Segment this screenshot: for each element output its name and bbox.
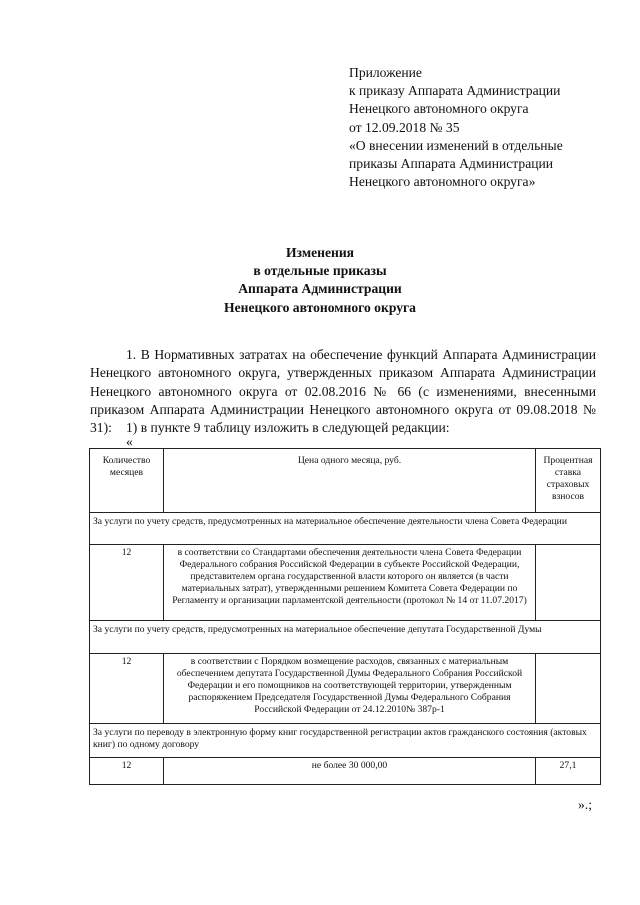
title-line: Ненецкого автономного округа	[224, 299, 416, 315]
section-title: За услуги по учету средств, предусмотренных на материальное обеспечение депутата Государственной Думы	[90, 621, 601, 654]
close-quote: ».;	[578, 797, 592, 812]
document-title	[0, 244, 640, 317]
cell-rate	[536, 545, 601, 621]
appendix-line: «О внесении изменений в отдельные	[349, 137, 563, 153]
appendix-line: от 12.09.2018 № 35	[349, 119, 460, 135]
body-paragraph: 1. В Нормативных затратах на обеспечение функций Аппарата Администрации Ненецкого автономного округа, утвержденных приказом Аппарата Администрации Ненецкого автономного округа от 02.08.2016 № 66 (с изменениями, внесенными приказом Аппарата Администрации Ненецкого автономного округа от 09.08.2018 № 31):	[90, 347, 596, 436]
section-row	[90, 621, 601, 654]
section-row	[90, 724, 601, 758]
cell-months: 12	[90, 758, 164, 785]
header-rate: Процентная ставка страховых взносов	[536, 449, 601, 513]
open-quote: «	[126, 434, 133, 449]
appendix-line: Ненецкого автономного округа	[349, 101, 529, 117]
header-price: Цена одного месяца, руб.	[164, 449, 536, 513]
title-line: Изменения	[285, 245, 355, 260]
header-months: Количество месяцев	[90, 449, 164, 513]
section-row	[90, 513, 601, 545]
cell-price: в соответствии со Стандартами обеспечения деятельности члена Совета Федерации Федерального собрания Российской Федерации в субъекте Российской Федерации, представителем органа государственной власти которого он является (в части материальных затрат), утвержденными решением Комитета Совета Федерации по Регламенту и организации парламентской деятельности (протокол № 14 от 11.07.2017)	[164, 545, 536, 621]
appendix-line: Ненецкого автономного округа»	[349, 174, 536, 190]
title-line: Аппарата Администрации	[238, 281, 402, 297]
table-header-row	[90, 449, 601, 513]
section-title: За услуги по учету средств, предусмотренных на материальное обеспечение деятельности члена Совета Федерации	[90, 513, 601, 545]
cell-months: 12	[90, 654, 164, 724]
table-row	[90, 758, 601, 785]
item-1-text: 1) в пункте 9 таблицу изложить в следующей редакции:	[126, 420, 450, 435]
cell-rate: 27,1	[536, 758, 601, 785]
section-title: За услуги по переводу в электронную форму книг государственной регистрации актов гражданского состояния (актовых книг) по одному договору	[90, 724, 601, 758]
appendix-line: к приказу Аппарата Администрации	[349, 83, 561, 99]
cell-price: в соответствии с Порядком возмещение расходов, связанных с материальным обеспечением депутата Государственной Думы Федерального Собрания Российской Федерации и его помощников на соответствующей территории, утвержденным распоряжением Председателя Государственной Думы Федерального Собрания Российской Федерации от 24.12.2010№ 387р-1	[164, 654, 536, 724]
cell-months: 12	[90, 545, 164, 621]
table-row	[90, 545, 601, 621]
appendix-header	[349, 64, 619, 191]
cell-price: не более 30 000,00	[164, 758, 536, 785]
rates-table	[89, 448, 601, 785]
table-row	[90, 654, 601, 724]
appendix-line: приказы Аппарата Администрации	[349, 156, 554, 172]
title-line: в отдельные приказы	[253, 263, 387, 279]
appendix-line: Приложение	[349, 65, 422, 80]
cell-rate	[536, 654, 601, 724]
